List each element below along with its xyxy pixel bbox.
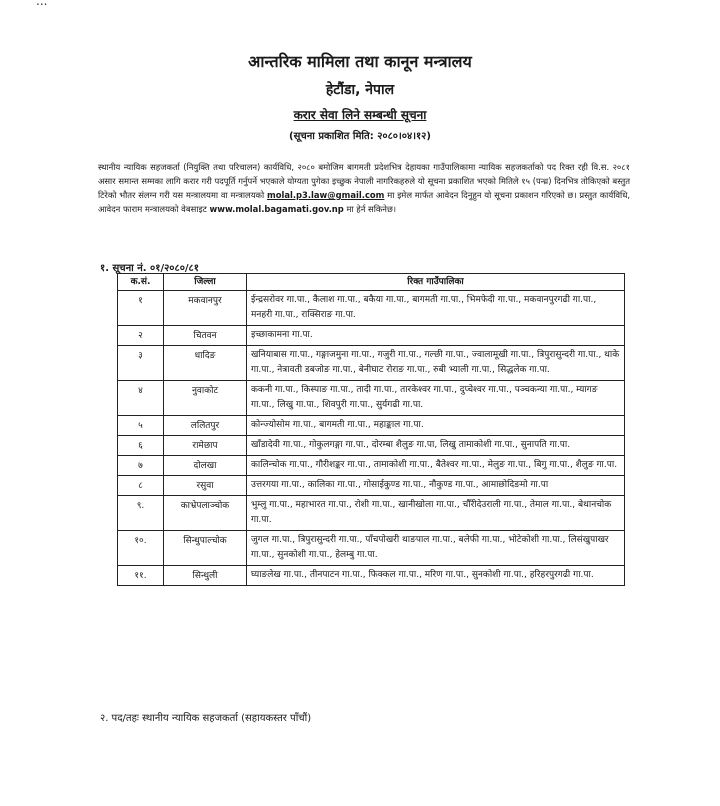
villages-cell: घ्याङलेख गा.पा., तीनपाटन गा.पा., फिक्कल गा.पा., मरिण गा.पा., सुनकोशी गा.पा., हरिहरपुरगढी गा.पा. (247, 566, 625, 586)
villages-cell: जुगल गा.पा., त्रिपुरासुन्दरी गा.पा., पाँचपोखरी थाङपाल गा.पा., बलेफी गा.पा., भोटेकोशी गा.पा., लिसंखुपाखर गा.पा., सुनकोशी गा.पा., हेलम्बु गा.पा. (247, 531, 625, 566)
district-cell: रामेछाप (164, 436, 247, 456)
serial-cell: ८ (118, 476, 164, 496)
ministry-city: हेटौंडा, नेपाल (325, 82, 395, 98)
villages-cell: भुम्लु गा.पा., महाभारत गा.पा., रोशी गा.पा., खानीखोला गा.पा., चौँरीदेउराली गा.पा., तेमाल गा.पा., बेथानचोक गा.पा. (247, 496, 625, 531)
cropped-top-text: ... (36, 0, 48, 8)
serial-cell: ९. (118, 496, 164, 531)
villages-cell: खनियाबास गा.पा., गङ्गाजमुना गा.पा., गजुरी गा.पा., गल्छी गा.पा., ज्वालामूखी गा.पा., त्रिपुरासुन्दरी गा.पा., थाके गा.पा., नेत्रावती डबजोङ गा.पा., बेनीघाट रोराङ गा.पा., रुबी भ्याली गा.पा., सिद्धलेक गा.पा. (247, 346, 625, 381)
body-text-part1: स्थानीय न्यायिक सहजकर्ता (नियुक्ति तथा परिचालन) कार्यविधि, २०८० बमोजिम बागमती प्रदेशभित्र देहायका गाउँपालिकामा न्यायिक सहजकर्ताको पद रिक्त रही वि.स. २०८१ असार समान्त सम्मका लागि करार गरी पदपूर्ति गर्नुपर्ने भएकाले योग्यता पुगेका इच्छुक नेपाली नागरिकहरुले यो सूचना प्रकाशित भएको मितिले १५ (पन्ध्र) दिनभित्र तोकिएको बस्तुत टिरेको भौतर संलग्न गरी यस मन्त्रालयमा वा मन्त्रालयको (98, 162, 630, 200)
villages-cell: कोन्ज्योसोम गा.पा., बागमती गा.पा., महाङ्काल गा.पा. (247, 416, 625, 436)
notice-title: करार सेवा लिने सम्बन्धी सूचना (293, 108, 427, 122)
publish-date: (सूचना प्रकाशित मिति: २०८०।०४।१२) (289, 131, 431, 142)
district-cell: धादिङ (164, 346, 247, 381)
table-row (118, 566, 625, 586)
body-text-end: मा हेर्न सकिनेछ। (346, 204, 397, 214)
district-cell: सिन्धुली (164, 566, 247, 586)
header-serial: क.सं. (118, 274, 164, 291)
serial-cell: १ (118, 291, 164, 326)
table-row (118, 496, 625, 531)
villages-cell: ककनी गा.पा., किस्पाङ गा.पा., तादी गा.पा., तारकेश्वर गा.पा., दुप्चेश्वर गा.पा., पञ्चकन्या गा.पा., म्यागङ गा.पा., लिखु गा.पा., शिवपुरी गा.पा., सुर्यगढी गा.पा. (247, 381, 625, 416)
table-row (118, 326, 625, 346)
ministry-name: आन्तरिक मामिला तथा कानून मन्त्रालय (248, 52, 472, 71)
district-cell: काभ्रेपलाञ्चोक (164, 496, 247, 531)
header-district: जिल्ला (164, 274, 247, 291)
table-row (118, 291, 625, 326)
header-vacant-municipality: रिक्त गाउँपालिका (247, 274, 625, 291)
district-cell: मकवानपुर (164, 291, 247, 326)
table-row (118, 381, 625, 416)
email-link[interactable]: molal.p3.law@gmail.com (266, 190, 385, 200)
district-cell: रसुवा (164, 476, 247, 496)
district-cell: नुवाकोट (164, 381, 247, 416)
serial-cell: ११. (118, 566, 164, 586)
district-cell: दोलखा (164, 456, 247, 476)
district-cell: सिन्धुपाल्चोक (164, 531, 247, 566)
table-row (118, 436, 625, 456)
table-row (118, 531, 625, 566)
body-text-part2: मा इमेल मार्फत आवेदन दिनुहुन यो सूचना प्रकाशन गरिएको छ। प्रस्तुत कार्यविधि, आवेदन फाराम मन्त्रालयको वेबसाइट (98, 190, 631, 214)
notice-number-heading: १. सूचना नं. ०१/२०८०/८१ (100, 263, 199, 274)
table-header-row (118, 274, 625, 291)
serial-cell: ६ (118, 436, 164, 456)
website-link[interactable]: www.molal.bagamati.gov.np (209, 204, 344, 214)
serial-cell: ३ (118, 346, 164, 381)
villages-cell: उत्तरगया गा.पा., कालिका गा.पा., गोसाईकुण्ड गा.पा., नौकुण्ड गा.पा., आमाछोदिङमो गा.पा (247, 476, 625, 496)
villages-cell: इच्छाकामना गा.पा. (247, 326, 625, 346)
villages-cell: ईन्द्रसरोवर गा.पा., कैलाश गा.पा., बकैया गा.पा., बागमती गा.पा., भिमफेदी गा.पा., मकवानपुरगढी गा.पा., मनहरी गा.पा., राक्सिराङ गा.पा. (247, 291, 625, 326)
table-row (118, 456, 625, 476)
serial-cell: ४ (118, 381, 164, 416)
district-cell: ललितपुर (164, 416, 247, 436)
position-line: २. पद/तहः स्थानीय न्यायिक सहजकर्ता (सहायकस्तर पाँचौं) (100, 713, 312, 724)
villages-cell: खाँडादेवी गा.पा., गोकुलगङ्गा गा.पा., दोरम्बा शैलुङ गा.पा, लिखु तामाकोशी गा.पा., सुनापति गा.पा. (247, 436, 625, 456)
notice-body (98, 160, 630, 216)
serial-cell: २ (118, 326, 164, 346)
district-cell: चितवन (164, 326, 247, 346)
villages-cell: कालिन्चोक गा.पा., गौरीशङ्कर गा.पा., तामाकोशी गा.पा., बैतेश्वर गा.पा., मेलुङ गा.पा., बिगु गा.पा., शैलुङ गा.पा. (247, 456, 625, 476)
cropped-bottom-text: ... (100, 727, 108, 733)
serial-cell: ५ (118, 416, 164, 436)
table-row (118, 416, 625, 436)
vacancy-table (117, 273, 625, 586)
serial-cell: ७ (118, 456, 164, 476)
serial-cell: १०. (118, 531, 164, 566)
table-row (118, 476, 625, 496)
table-row (118, 346, 625, 381)
